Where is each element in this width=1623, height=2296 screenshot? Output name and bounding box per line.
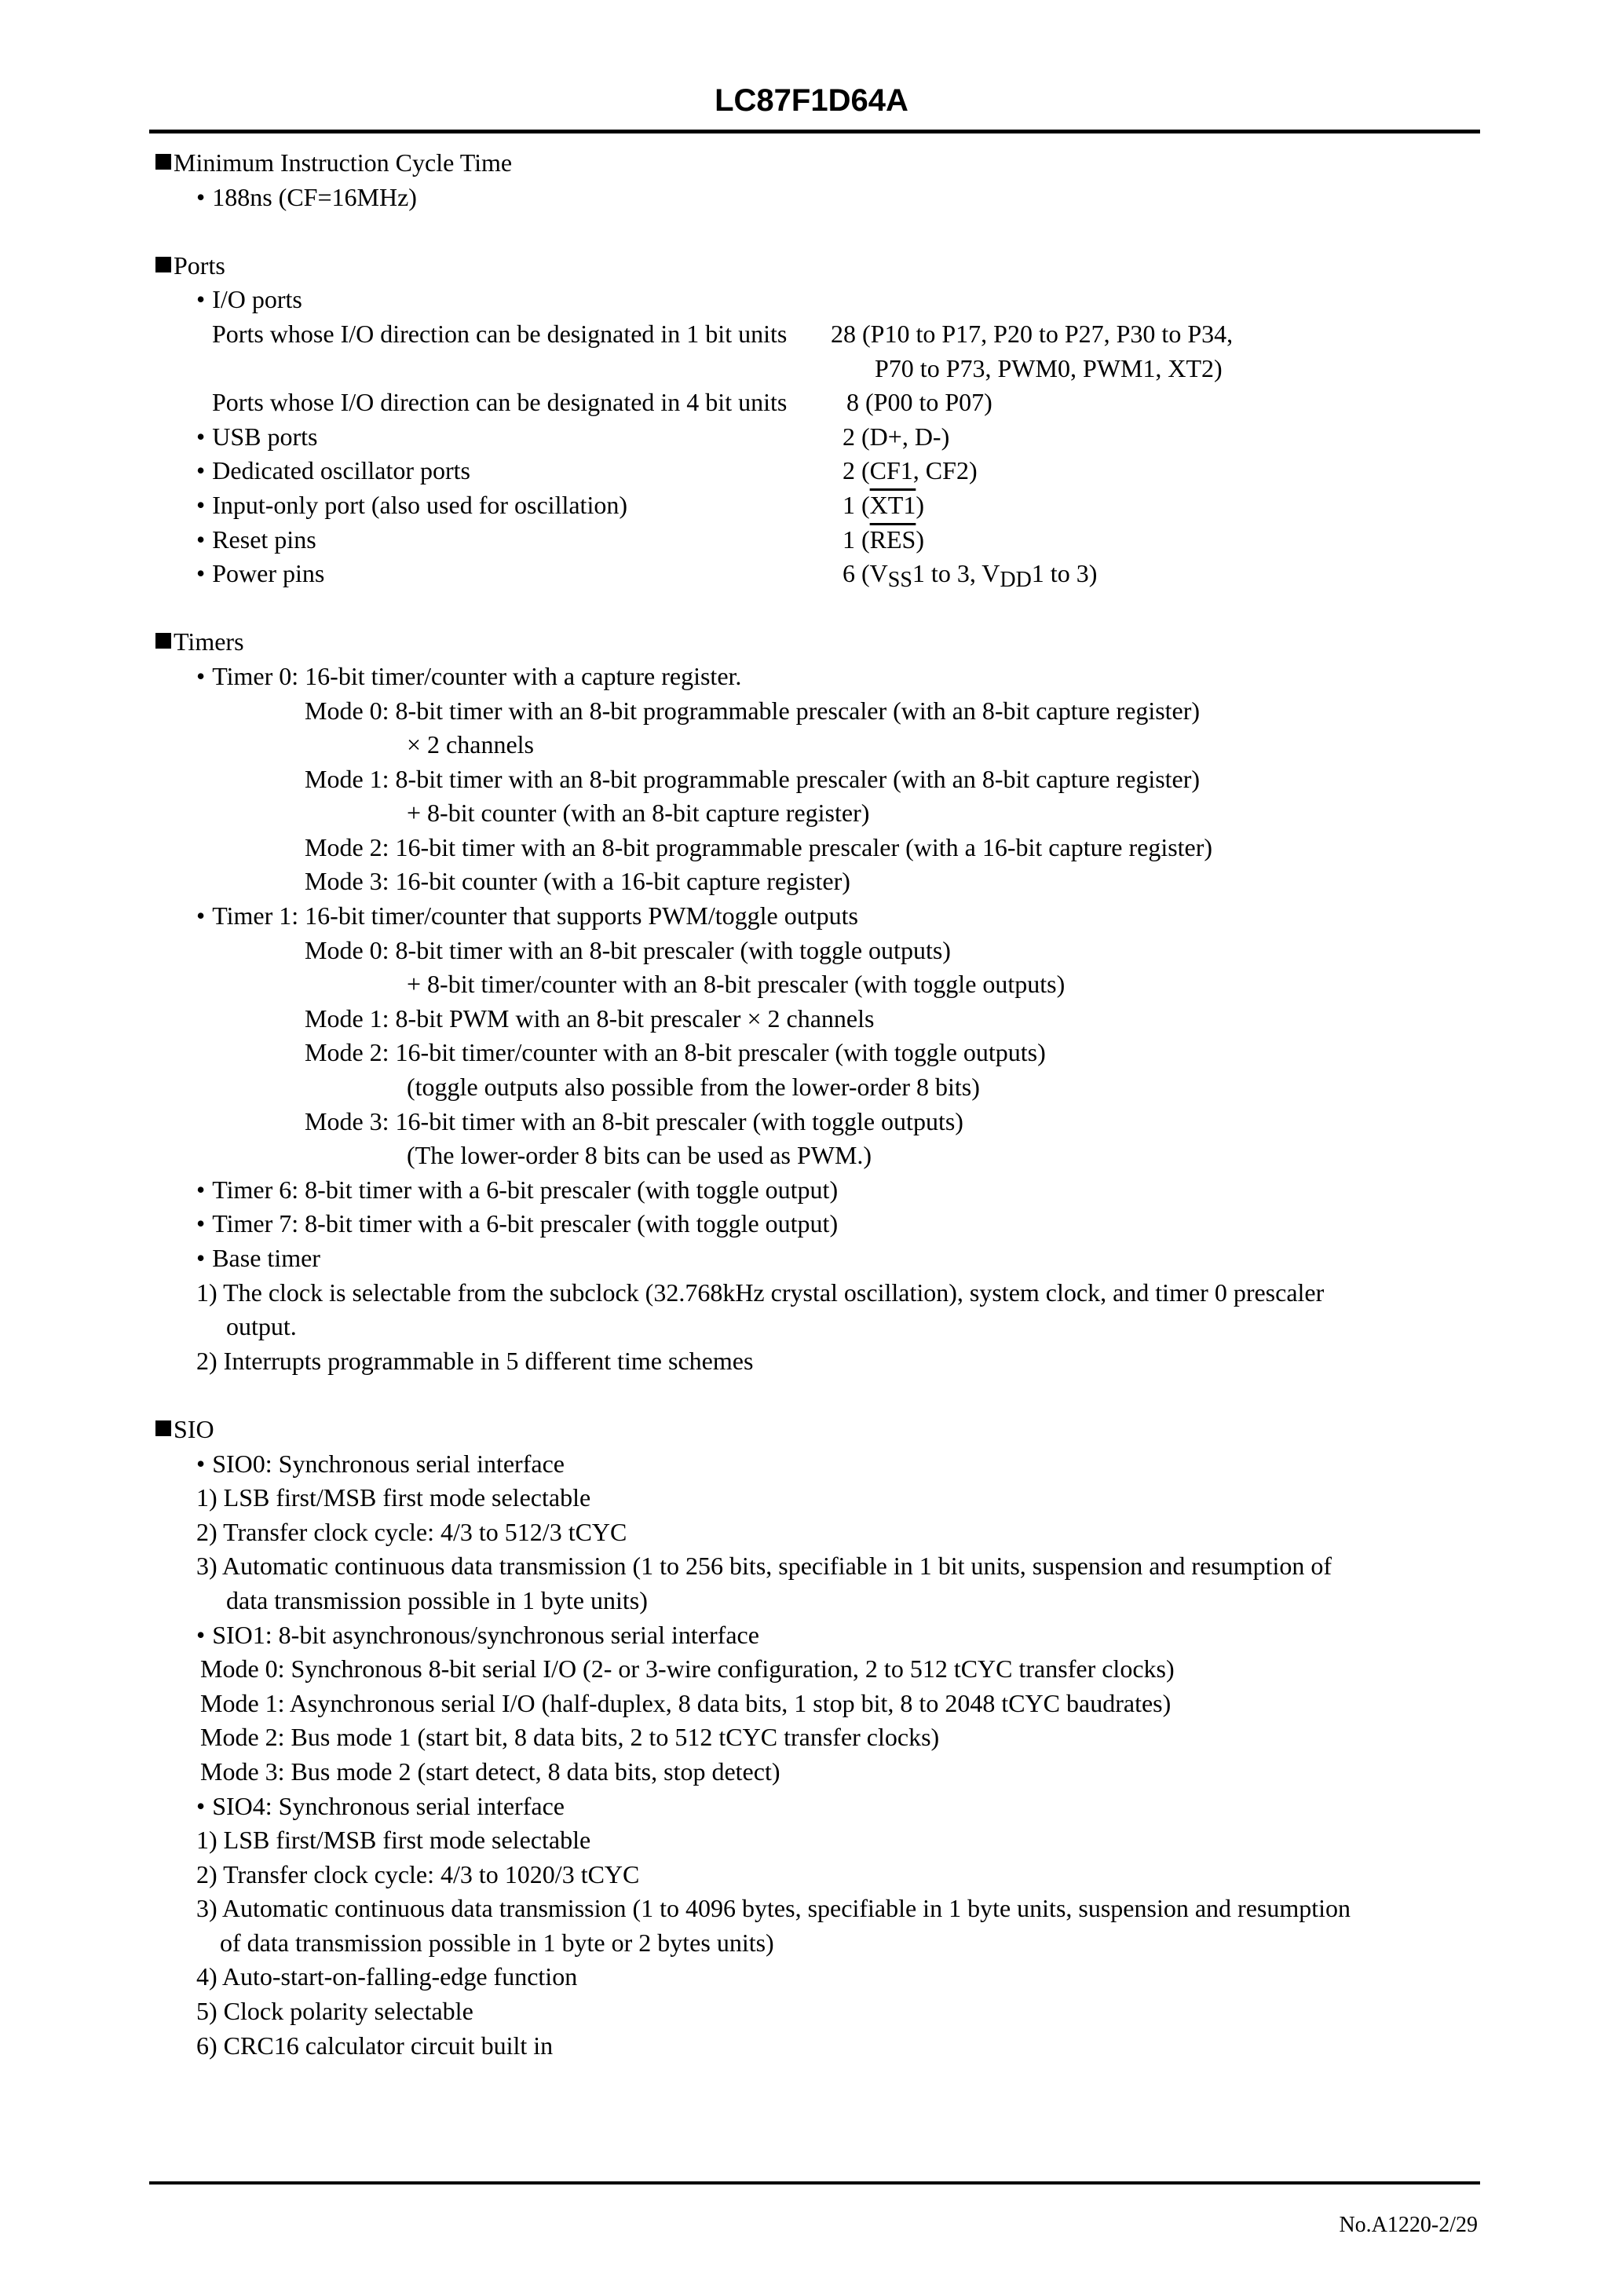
bullet-icon: • — [196, 1244, 206, 1272]
timer-mode: Mode 0: 8-bit timer with an 8-bit programmable prescaler (with an 8-bit capture register) — [305, 696, 1201, 725]
timer-mode: Mode 3: 16-bit timer with an 8-bit prescaler (with toggle outputs) — [305, 1106, 963, 1135]
bullet-icon: • — [196, 1175, 206, 1204]
timer-mode: Mode 1: 8-bit timer with an 8-bit programmable prescaler (with an 8-bit capture register) — [305, 764, 1201, 793]
bullet-icon: • — [196, 1791, 206, 1820]
bullet-icon: • — [196, 661, 206, 690]
bullet-icon: • — [196, 1620, 206, 1649]
list-item: • Timer 6: 8-bit timer with a 6-bit prescaler (with toggle output) — [196, 1175, 839, 1204]
list-item: • SIO4: Synchronous serial interface — [196, 1791, 565, 1820]
numbered-item: 1) LSB first/MSB first mode selectable — [196, 1826, 591, 1855]
timer-mode: Mode 0: 8-bit timer with an 8-bit prescaler (with toggle outputs) — [305, 935, 951, 964]
port-row-cont: P70 to P73, PWM0, PWM1, XT2) — [875, 353, 1223, 382]
bullet-icon: • — [196, 901, 206, 930]
section-heading-timers: Timers — [155, 625, 1490, 660]
square-bullet-icon — [155, 633, 171, 649]
bullet-icon: • — [196, 559, 206, 588]
sio-mode: Mode 3: Bus mode 2 (start detect, 8 data bits, stop detect) — [200, 1757, 780, 1786]
footer-rule — [149, 2181, 1480, 2184]
numbered-item: 3) Automatic continuous data transmission (1 to 4096 bytes, specifiable in 1 byte units, suspension and resumption — [196, 1894, 1351, 1923]
list-item: • Timer 7: 8-bit timer with a 6-bit prescaler (with toggle output) — [196, 1209, 839, 1238]
timer-mode-cont: + 8-bit counter (with an 8-bit capture register) — [407, 799, 870, 828]
numbered-item-cont: of data transmission possible in 1 byte or 2 bytes units) — [220, 1928, 774, 1957]
numbered-item: 4) Auto-start-on-falling-edge function — [196, 1962, 578, 1991]
header-rule — [149, 130, 1480, 133]
numbered-item: 2) Interrupts programmable in 5 different time schemes — [196, 1346, 754, 1375]
timer-mode-cont: (The lower-order 8 bits can be used as PWM.) — [407, 1141, 872, 1170]
list-item: • 188ns (CF=16MHz) — [196, 182, 417, 211]
port-row: • Reset pins 1 $(\overline{RES})$ — [196, 525, 924, 554]
timer-mode: Mode 1: 8-bit PWM with an 8-bit prescaler × 2 channels — [305, 1004, 875, 1033]
bullet-icon: • — [196, 490, 206, 519]
port-row: • Dedicated oscillator ports 2 (CF1, CF2) — [196, 456, 978, 485]
numbered-item: 1) LSB first/MSB first mode selectable — [196, 1483, 591, 1512]
bullet-icon: • — [196, 1449, 206, 1478]
list-item: • SIO0: Synchronous serial interface — [196, 1449, 565, 1478]
timer-mode: Mode 3: 16-bit counter (with a 16-bit capture register) — [305, 867, 850, 896]
numbered-item: 1) The clock is selectable from the subclock (32.768kHz crystal oscillation), system clock, and timer 0 prescaler — [196, 1278, 1325, 1307]
numbered-item: 6) CRC16 calculator circuit built in — [196, 2031, 554, 2060]
port-row: Ports whose I/O direction can be designated in 1 bit units 28 (P10 to P17, P20 to P27, P30 to P34, — [212, 319, 1234, 348]
sio-mode: Mode 2: Bus mode 1 (start bit, 8 data bits, 2 to 512 tCYC transfer clocks) — [200, 1723, 940, 1752]
page-number: No.A1220-2/29 — [1339, 2213, 1478, 2237]
port-row: Ports whose I/O direction can be designated in 4 bit units 8 (P00 to P07) — [212, 388, 992, 417]
bullet-icon: • — [196, 1209, 206, 1238]
section-heading-cycle: Minimum Instruction Cycle Time — [155, 146, 1490, 181]
bullet-icon: • — [196, 456, 206, 485]
numbered-item: 3) Automatic continuous data transmission (1 to 256 bits, specifiable in 1 bit units, suspension and resumption of — [196, 1552, 1332, 1581]
port-row: • USB ports 2 (D+, D-) — [196, 422, 950, 451]
content — [155, 146, 1490, 2063]
timer-mode-cont: × 2 channels — [407, 730, 534, 759]
timer-mode: Mode 2: 16-bit timer with an 8-bit programmable prescaler (with a 16-bit capture register) — [305, 832, 1213, 861]
port-row: • Power pins 6 (VSS1 to 3, VDD1 to 3) — [196, 559, 1098, 593]
timer-mode: Mode 2: 16-bit timer/counter with an 8-bit prescaler (with toggle outputs) — [305, 1038, 1046, 1067]
bullet-icon: • — [196, 182, 206, 211]
numbered-item: 5) Clock polarity selectable — [196, 1997, 473, 2026]
sio-mode: Mode 1: Asynchronous serial I/O (half-duplex, 8 data bits, 1 stop bit, 8 to 2048 tCYC baudrates) — [200, 1688, 1172, 1717]
list-item: • Timer 1: 16-bit timer/counter that supports PWM/toggle outputs — [196, 901, 858, 930]
section-heading-ports: Ports — [155, 249, 1490, 283]
numbered-item: 2) Transfer clock cycle: 4/3 to 1020/3 tCYC — [196, 1859, 640, 1888]
numbered-item-cont: output. — [226, 1312, 297, 1341]
port-row: • Input-only port (also used for oscillation) 1 (XT1) — [196, 490, 924, 519]
square-bullet-icon — [155, 257, 171, 272]
list-item: • SIO1: 8-bit asynchronous/synchronous serial interface — [196, 1620, 759, 1649]
list-item: • I/O ports — [196, 285, 302, 314]
section-heading-sio: SIO — [155, 1413, 1490, 1447]
numbered-item: 2) Transfer clock cycle: 4/3 to 512/3 tCYC — [196, 1517, 627, 1546]
bullet-icon: • — [196, 525, 206, 554]
list-item: • Base timer — [196, 1244, 320, 1272]
square-bullet-icon — [155, 154, 171, 170]
bullet-icon: • — [196, 422, 206, 451]
numbered-item-cont: data transmission possible in 1 byte units) — [226, 1585, 648, 1614]
page-title: LC87F1D64A — [715, 83, 908, 118]
xt1-signal: XT1 — [869, 490, 916, 519]
timer-mode-cont: + 8-bit timer/counter with an 8-bit prescaler (with toggle outputs) — [407, 970, 1066, 999]
bullet-icon: • — [196, 285, 206, 314]
sio-mode: Mode 0: Synchronous 8-bit serial I/O (2- or 3-wire configuration, 2 to 512 tCYC transfer clocks) — [200, 1654, 1175, 1684]
timer-mode-cont: (toggle outputs also possible from the lower-order 8 bits) — [407, 1073, 980, 1102]
res-signal: $\overline{RES}$ — [869, 525, 916, 554]
list-item: • Timer 0: 16-bit timer/counter with a capture register. — [196, 661, 742, 690]
square-bullet-icon — [155, 1420, 171, 1436]
